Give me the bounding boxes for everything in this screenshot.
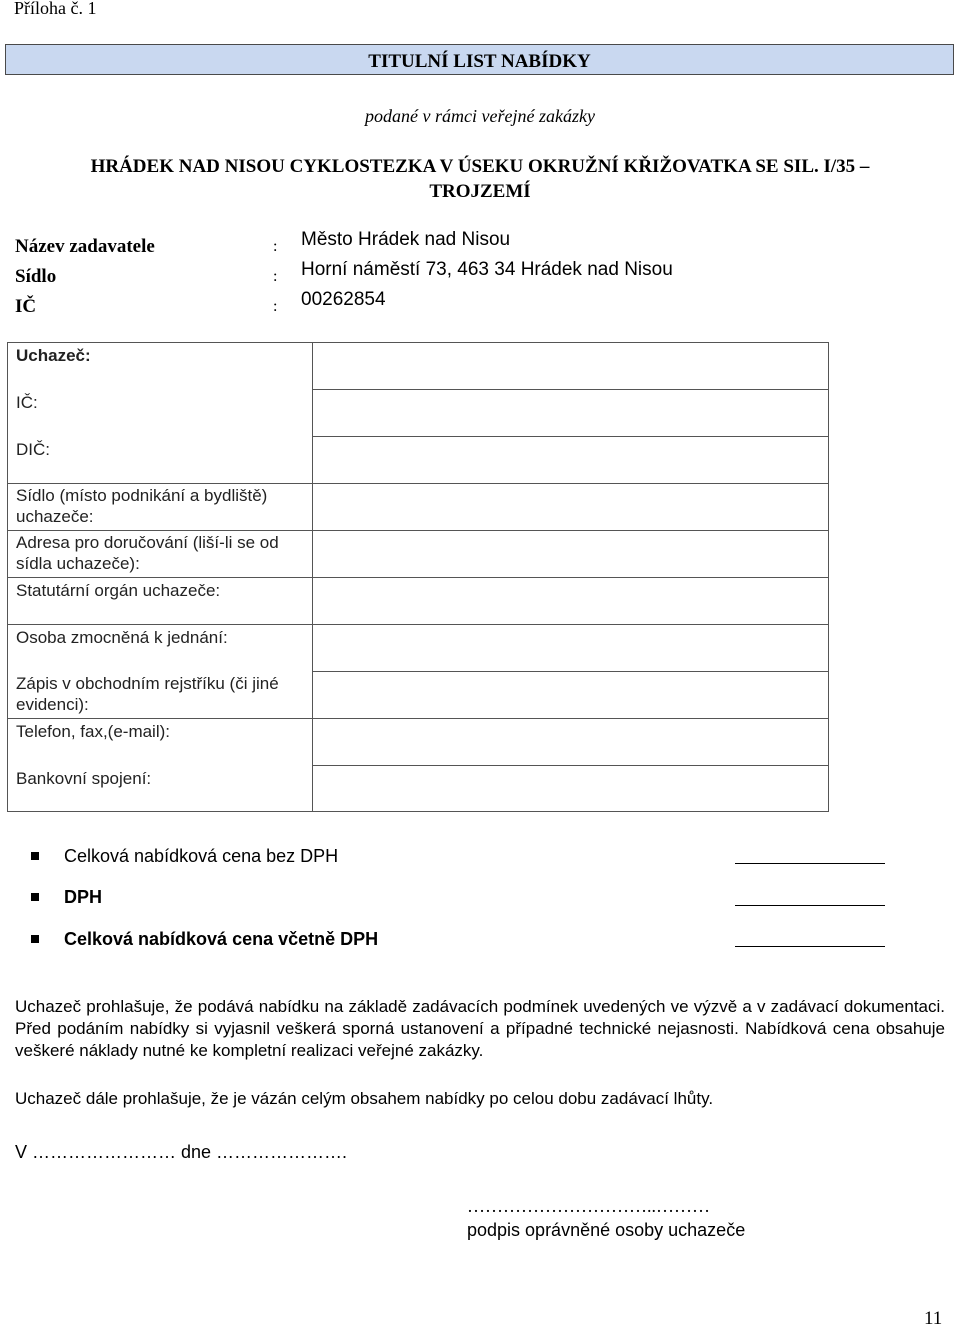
authority-id-colon: : <box>273 298 278 315</box>
authority-seat-label: Sídlo <box>15 266 57 287</box>
bidder-vat-label: DIČ: <box>16 440 50 459</box>
table-row-divider <box>8 577 828 578</box>
declaration-paragraph-2: Uchazeč dále prohlašuje, že je vázán celým obsahem nabídky po celou dobu zadávací lhůty. <box>15 1089 714 1108</box>
bidder-contact-label: Telefon, fax,(e-mail): <box>16 722 170 741</box>
price-without-vat-label: Celková nabídková cena bez DPH <box>64 846 339 866</box>
table-row-divider <box>312 436 828 437</box>
authority-id-value: 00262854 <box>301 289 386 310</box>
bidder-authorized-person-label: Osoba zmocněná k jednání: <box>16 628 228 647</box>
authority-id-label: IČ <box>15 296 37 317</box>
bullet-icon <box>31 893 39 901</box>
bidder-bank-label: Bankovní spojení: <box>16 769 152 788</box>
bidder-label: Uchazeč: <box>16 346 91 365</box>
bidder-statutory-body-label: Statutární orgán uchazeče: <box>16 581 221 600</box>
document-subtitle: podané v rámci veřejné zakázky <box>365 106 595 126</box>
table-row-divider <box>312 765 828 766</box>
authority-name-label: Název zadavatele <box>15 236 155 257</box>
annex-label: Příloha č. 1 <box>14 0 97 18</box>
signature-line: …………………………..……… <box>467 1196 710 1216</box>
bidder-info-table <box>7 342 829 812</box>
signature-label: podpis oprávněné osoby uchazeče <box>467 1220 746 1240</box>
table-row-divider <box>8 624 828 625</box>
bidder-id-label: IČ: <box>16 393 38 412</box>
bidder-delivery-address-label: Adresa pro doručování (liší-li se od sídla uchazeče): <box>16 533 279 573</box>
table-row-divider <box>312 389 828 390</box>
vat-label: DPH <box>64 887 103 907</box>
contract-name: HRÁDEK NAD NISOU CYKLOSTEZKA V ÚSEKU OKRUŽNÍ KŘIŽOVATKA SE SIL. I/35 – TROJZEMÍ <box>90 156 870 202</box>
declaration-paragraph-1: Uchazeč prohlašuje, že podává nabídku na základě zadávacích podmínek uvedených ve výzvě a v zadávací dokumentaci. Před podáním nabídky si vyjasnil veškerá sporná ustanovení a případné technické nejasnosti. Nabídková cena obsahuje veškeré náklady nutné ke kompletní realizaci veřejné zakázky. <box>15 997 945 1060</box>
price-without-vat-field[interactable] <box>735 863 885 864</box>
authority-seat-colon: : <box>273 268 278 285</box>
page-number: 11 <box>924 1308 943 1329</box>
place-date-line: V …………………… dne …………………. <box>15 1142 348 1162</box>
document-title: TITULNÍ LIST NABÍDKY <box>5 44 954 75</box>
price-with-vat-field[interactable] <box>735 946 885 947</box>
table-row-divider <box>312 671 828 672</box>
table-row-divider <box>8 530 828 531</box>
authority-seat-value: Horní náměstí 73, 463 34 Hrádek nad Nisou <box>301 259 673 280</box>
bullet-icon <box>31 852 39 860</box>
authority-name-value: Město Hrádek nad Nisou <box>301 229 511 250</box>
table-row-divider <box>8 483 828 484</box>
bullet-icon <box>31 935 39 943</box>
vat-field[interactable] <box>735 905 885 906</box>
table-row-divider <box>8 718 828 719</box>
bidder-seat-label: Sídlo (místo podnikání a bydliště) uchazeče: <box>16 486 268 526</box>
authority-name-colon: : <box>273 238 278 255</box>
price-with-vat-label: Celková nabídková cena včetně DPH <box>64 929 379 949</box>
bidder-registry-label: Zápis v obchodním rejstříku (či jiné evidenci): <box>16 674 279 714</box>
